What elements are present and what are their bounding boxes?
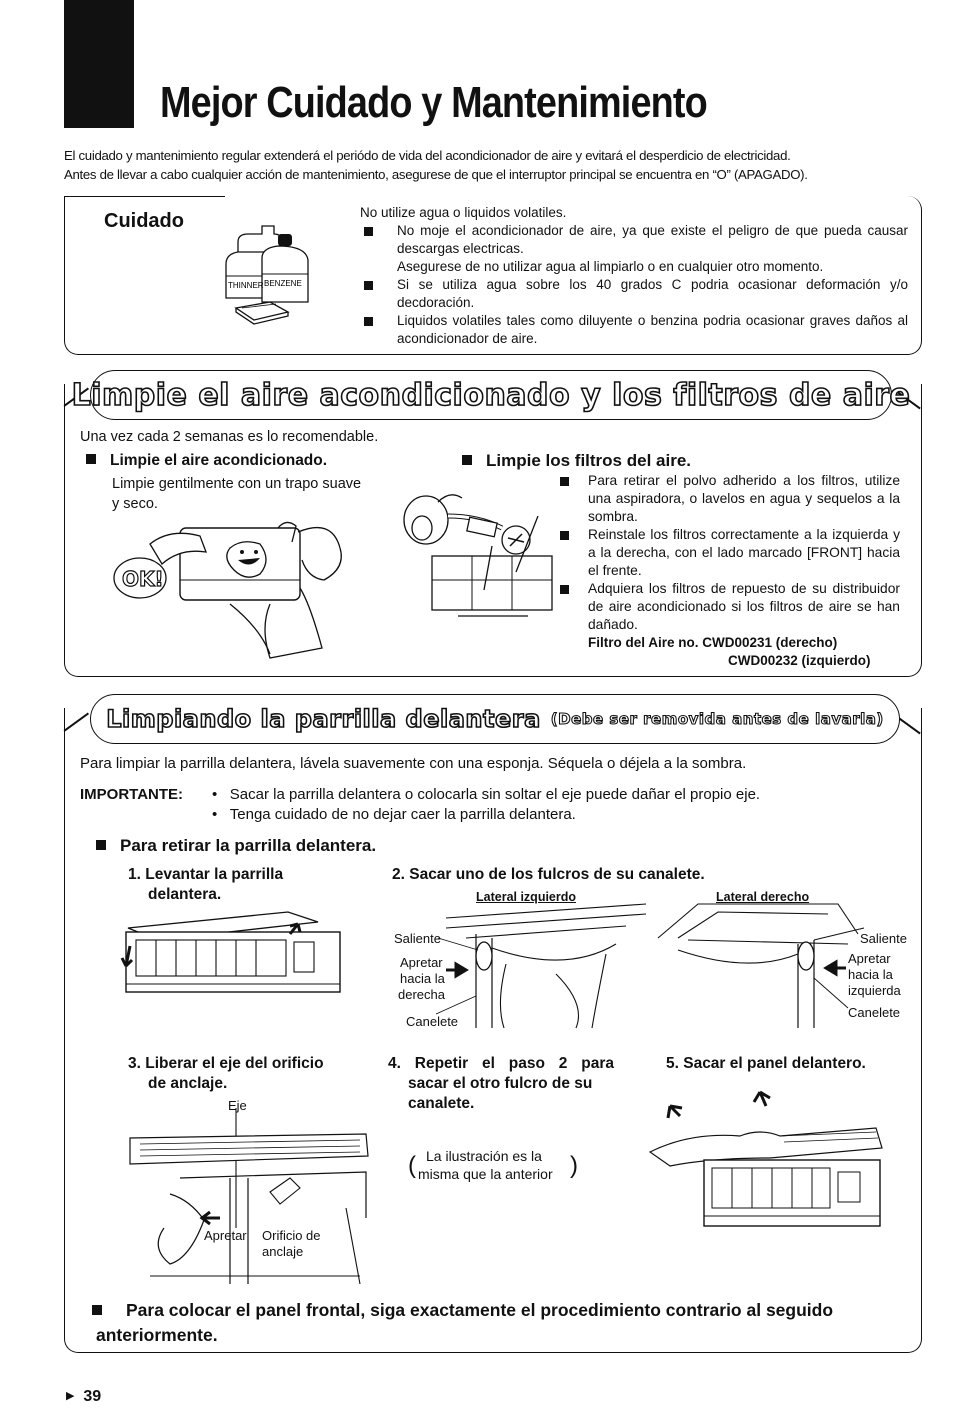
section-banner-text: Limpiando la parrilla delantera [106,705,541,733]
ok-label: OK! [122,567,164,591]
header-black-bar [64,0,134,128]
intro-text [64,146,944,184]
benzene-label: BENZENE [264,279,302,288]
remove-heading: Para retirar la parrilla delantera. [96,836,376,856]
filters-item: Reinstale los filtros correctamente a la izquierda y a la derecha, con el lado marcado [FRONT] hacia el frente. [560,526,900,580]
caution-item-continued: Asegurese de no utilizar agua al limpiarlo o en cualquier otro momento. [397,259,824,274]
caution-item: No moje el acondicionador de aire, ya que existe el peligro de que pueda causar descargas electricas. [360,222,908,258]
callout-canelete-left: Canelete [406,1014,459,1029]
caution-item: Si se utiliza agua sobre los 40 grados C podria ocasionar deformación y/o decdoración. [360,276,908,312]
step-4: 4. Repetir el paso 2 para sacar el otro fulcro de su canalete. [388,1055,614,1112]
callout-orificio: Orificio de [262,1228,321,1243]
step2-left-illustration [446,904,646,1034]
callout-apretar-right: Apretar [848,951,891,966]
important-label: IMPORTANTE: [80,786,184,803]
filters-item: Adquiera los filtros de repuesto de su distribuidor de aire acondicionado si los filtros de aire se han dañado. [560,580,900,634]
note-bracket-right: ) [570,1152,578,1179]
filters-item: Para retirar el polvo adherido a los filtros, utilize una aspiradora, o lavelos en agua y sequelos a la sombra. [560,472,900,526]
caution-title: Cuidado [104,210,184,232]
step1-illustration [118,904,348,1004]
section-banner [71,370,911,420]
intro-line: El cuidado y mantenimiento regular extenderá el periódo de vida del acondicionador de aire y evitará el desperdicio de electricidad. [64,148,791,163]
grille-intro: Para limpiar la parrilla delantera, lávela suavemente con una esponja. Séquela o déjela a la sombra. [80,755,747,772]
page-arrow-icon: ▶ [66,1390,75,1402]
clean-unit-text: Limpie gentilmente con un trapo suave y seco. [112,476,362,512]
intro-line: Antes de llevar a cabo cualquier acción de mantenimiento, asegurese de que el interruptor principal se encuentra en “O” (APAGADO). [64,167,808,182]
push-left-arrow-icon [822,962,846,974]
callout-saliente-right: Saliente [860,931,907,946]
callout-hacia-right: hacia la [848,967,893,982]
page-number: ▶ 39 [66,1388,102,1405]
section-banner-text: Limpie el aire acondicionado y los filtros de aire [71,377,911,413]
step4-note: La ilustración es la [426,1148,542,1164]
filter-number: Filtro del Aire no. CWD00231 (derecho) [588,635,838,650]
solvent-cans-icon [222,212,322,332]
callout-dir-right: izquierda [848,983,901,998]
caution-item: Liquidos volatiles tales como diluyente o benzina podria ocasionar graves daños al acondicionador de aire. [360,312,908,348]
section-banner [90,694,900,744]
filters-heading: Limpie los filtros del aire. [462,451,691,471]
callout-apretar-left: Apretar [400,955,443,970]
step-5: 5. Sacar el panel delantero. [666,1055,866,1072]
step3-illustration [130,1108,380,1288]
step-2: 2. Sacar uno de los fulcros de su canalete. [392,866,705,883]
step5-illustration [650,1092,890,1242]
page-title: Mejor Cuidado y Mantenimiento [160,78,707,127]
final-note: Para colocar el panel frontal, siga exactamente el procedimiento contrario al seguido anteriormente. [96,1298,916,1348]
step-3: 3. Liberar el eje del orificio de anclaje. [128,1055,324,1092]
step4-note: misma que la anterior [418,1166,553,1182]
callout-apretar-step3: Apretar [204,1228,247,1243]
caution-intro: No utilize agua o liquidos volatiles. [360,205,567,220]
left-side-label: Lateral izquierdo [476,890,577,904]
callout-anclaje: anclaje [262,1244,304,1259]
callout-eje: Eje [228,1098,247,1113]
filters-list [560,472,900,670]
clean-unit-heading: Limpie el aire acondicionado. [86,452,327,470]
filter-number: CWD00232 (izquierdo) [728,653,871,668]
thinner-label: THINNER [228,281,264,290]
cleaning-frequency: Una vez cada 2 semanas es lo recomendable. [80,429,379,445]
callout-dir-left: derecha [398,987,445,1002]
push-right-arrow-icon [446,964,470,976]
important-item: • Sacar la parrilla delantera o colocarla sin soltar el eje puede dañar el propio eje. [212,786,761,803]
callout-canelete-right: Canelete [848,1005,901,1020]
important-item: • Tenga cuidado de no dejar caer la parrilla delantera. [212,806,576,823]
note-bracket-left: ( [408,1152,416,1179]
step-1: 1. Levantar la parrilla delantera. [128,866,284,903]
callout-saliente-left: Saliente [394,931,441,946]
callout-hacia-left: hacia la [400,971,445,986]
vacuum-filter-illustration [398,480,558,620]
cleaning-unit-illustration [110,508,350,668]
section-banner-subtext: (Debe ser removida antes de lavarla) [550,710,884,728]
caution-list [360,204,908,348]
right-side-label: Lateral derecho [716,890,810,904]
